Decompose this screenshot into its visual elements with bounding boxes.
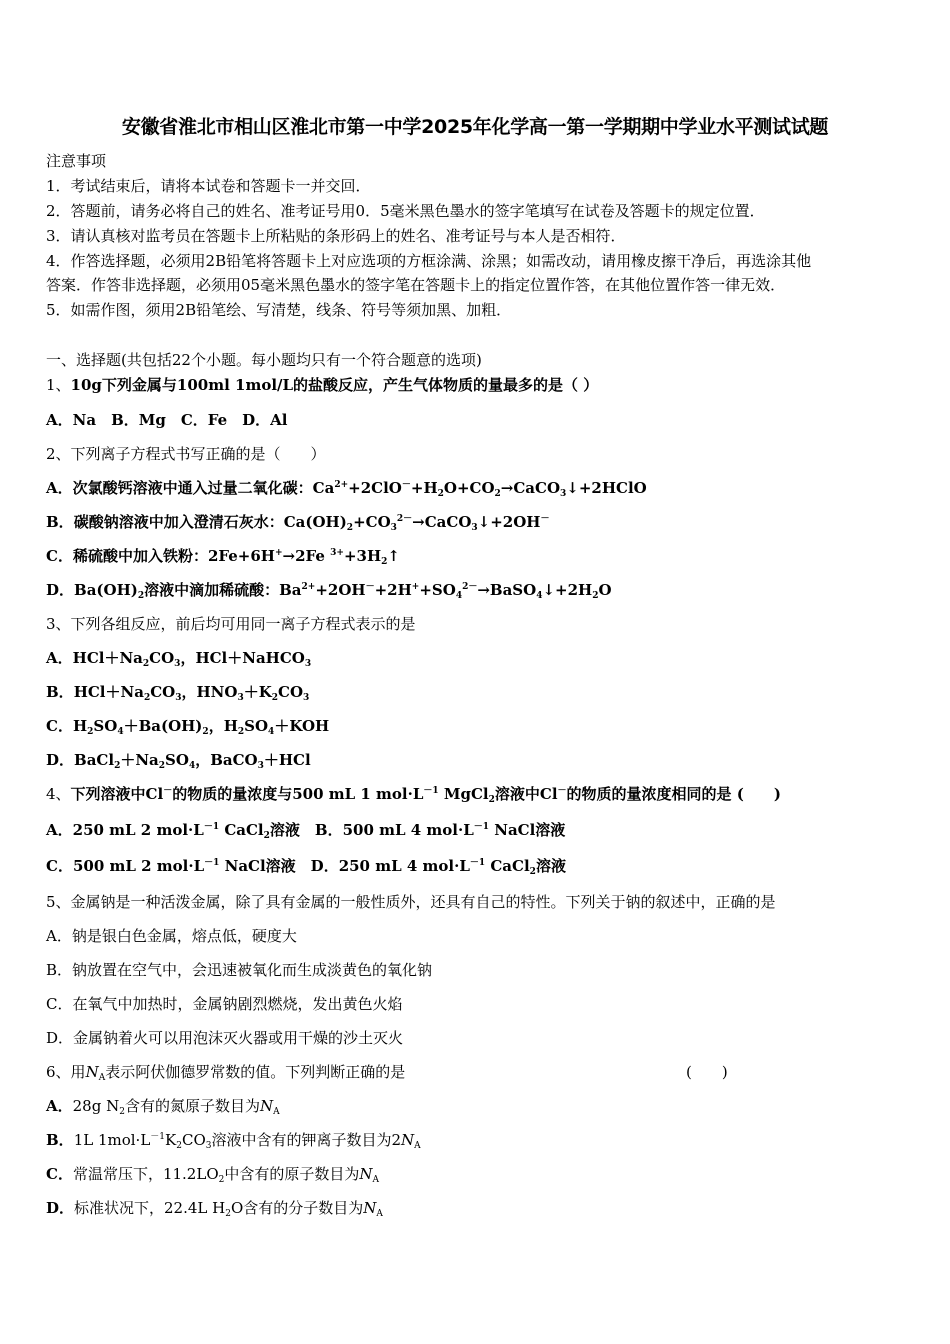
q3-option-c: C．$H_2SO_4+Ba(OH)_2$，$H_2SO_4+KOH$ xyxy=(46,717,330,737)
q2-option-a: A．次氯酸钙溶液中通入过量二氧化碳：$Ca^{2+}+2ClO^-+H_2O+CO_2\to CaCO_3↓+2HClO$ xyxy=(46,479,647,499)
question-number: 4、 xyxy=(46,785,71,803)
option-label: A． xyxy=(46,479,73,497)
notice-item-4-cont: 答案．作答非选择题，必须用05毫米黑色墨水的签字笔在答题卡上的指定位置作答，在其他位置作答一律无效． xyxy=(46,276,786,294)
question-5 xyxy=(46,892,776,912)
q4-options-cd: C．500 mL 2 $mol\cdot L^{-1}$ NaCl溶液 D．250 mL 4 $mol\cdot L^{-1}$ CaCl$_2$溶液 xyxy=(46,857,566,877)
option-label: C． xyxy=(46,717,73,735)
question-1-options: A．Na B．Mg C．Fe D．Al xyxy=(46,411,288,429)
q3-option-a: A．$HCl+Na_2CO_3$，HCl＋NaHCO$_3$ xyxy=(46,649,312,669)
question-number: 1、 xyxy=(46,376,71,394)
q2-option-b: B．碳酸钠溶液中加入澄清石灰水：$Ca(OH)_2+CO_3^{2-}\to CaCO_3↓+2OH^-$ xyxy=(46,513,550,533)
option-label: D． xyxy=(46,751,75,769)
option-label: A． xyxy=(46,1097,73,1115)
question-number: 5、 xyxy=(46,893,71,911)
q2-option-c: C．稀硫酸中加入铁粉：2Fe+6H+→2Fe $^{3+}+3H_2↑$ xyxy=(46,547,400,567)
question-stem: 金属钠是一种活泼金属，除了具有金属的一般性质外，还具有自己的特性。下列关于钠的叙述中，正确的是 xyxy=(70,893,776,911)
question-6: 6、用$N_A$表示阿伏伽德罗常数的值。下列判断正确的是 xyxy=(46,1063,406,1083)
q6-option-b: B．1L $1mol\cdot L^{-1}K_2CO_3$溶液中含有的钾离子数目为$2N_A$ xyxy=(46,1131,421,1151)
option-text: 稀硫酸中加入铁粉： xyxy=(72,547,208,565)
question-2 xyxy=(46,444,326,464)
notice-item-1: 1．考试结束后，请将本试卷和答题卡一并交回． xyxy=(46,177,371,195)
q5-option-b: B．钠放置在空气中，会迅速被氧化而生成淡黄色的氧化钠 xyxy=(46,961,433,979)
option-label: D． xyxy=(46,581,75,599)
question-number: 3、 xyxy=(46,615,71,633)
q5-option-c: C．在氧气中加热时，金属钠剧烈燃烧，发出黄色火焰 xyxy=(46,995,403,1013)
option-label: C． xyxy=(46,1165,73,1183)
q6-option-d: D．标准状况下，22.4L $H_2O$含有的分子数目为$N_A$ xyxy=(46,1199,383,1219)
q3-option-b: B．$HCl+Na_2CO_3$，$HNO_3+K_2CO_3$ xyxy=(46,683,310,703)
question-stem: 下列离子方程式书写正确的是（ ） xyxy=(70,445,326,463)
notice-item-2: 2．答题前，请务必将自己的姓名、准考证号用0．5毫米黑色墨水的签字笔填写在试卷及答题卡的规定位置． xyxy=(46,202,765,220)
option-text: 次氯酸钙溶液中通入过量二氧化碳： xyxy=(72,479,313,497)
notice-heading: 注意事项 xyxy=(46,152,107,170)
section-heading: 一、选择题(共包括22个小题。每小题均只有一个符合题意的选项) xyxy=(46,351,482,369)
option-label: C． xyxy=(46,547,73,565)
notice-item-5: 5．如需作图，须用2B铅笔绘、写清楚，线条、符号等须加黑、加粗． xyxy=(46,301,512,319)
question-1 xyxy=(46,375,598,395)
option-label: B． xyxy=(46,683,74,701)
q2-option-d: D．$Ba(OH)_2$溶液中滴加稀硫酸：$Ba^{2+}+2OH^-+2H^++SO_4^{2-}\to BaSO_4↓+2H_2O$ xyxy=(46,581,612,601)
q4-options-ab: A．250 mL 2 $mol\cdot L^{-1}$ CaCl$_2$溶液 B．500 mL 4 $mol\cdot L^{-1}$ NaCl溶液 xyxy=(46,821,566,841)
question-stem: 下列各组反应，前后均可用同一离子方程式表示的是 xyxy=(70,615,416,633)
q3-option-d: D．$BaCl_2+Na_2SO_4$，BaCO$_3$＋HCl xyxy=(46,751,311,771)
q6-option-a: A．28g $N_2$含有的氮原子数目为$N_A$ xyxy=(46,1097,280,1117)
option-label: D． xyxy=(46,1199,75,1217)
question-number: 2、 xyxy=(46,445,71,463)
question-number: 6、 xyxy=(46,1063,71,1081)
option-text: 碳酸钠溶液中加入澄清石灰水： xyxy=(73,513,284,531)
option-label: A． xyxy=(46,649,73,667)
notice-item-3: 3．请认真核对监考员在答题卡上所粘贴的条形码上的姓名、准考证号与本人是否相符． xyxy=(46,227,626,245)
notice-item-4: 4．作答选择题，必须用2B铅笔将答题卡上对应选项的方框涂满、涂黑；如需改动，请用橡皮擦干净后，再选涂其他 xyxy=(46,252,812,270)
q6-option-c: C．常温常压下，$11.2LO_2$中含有的原子数目为$N_A$ xyxy=(46,1165,379,1185)
q6-answer-paren: ( ) xyxy=(686,1063,728,1081)
question-4: 4、下列溶液中Cl－的物质的量浓度与500 mL 1 $mol\cdot L^{-1}$ MgCl$_2$溶液中Cl－的物质的量浓度相同的是 ( ) xyxy=(46,785,781,805)
exam-title: 安徽省淮北市相山区淮北市第一中学2025年化学高一第一学期期中学业水平测试试题 xyxy=(121,116,829,138)
question-stem: 10g下列金属与100ml 1mol/L的盐酸反应，产生气体物质的量最多的是（ ） xyxy=(70,376,599,394)
option-label: B． xyxy=(46,513,74,531)
q5-option-d: D．金属钠着火可以用泡沫灭火器或用干燥的沙土灭火 xyxy=(46,1029,404,1047)
option-label: B． xyxy=(46,1131,74,1149)
question-3 xyxy=(46,614,416,634)
q5-option-a: A．钠是银白色金属，熔点低，硬度大 xyxy=(46,927,297,945)
